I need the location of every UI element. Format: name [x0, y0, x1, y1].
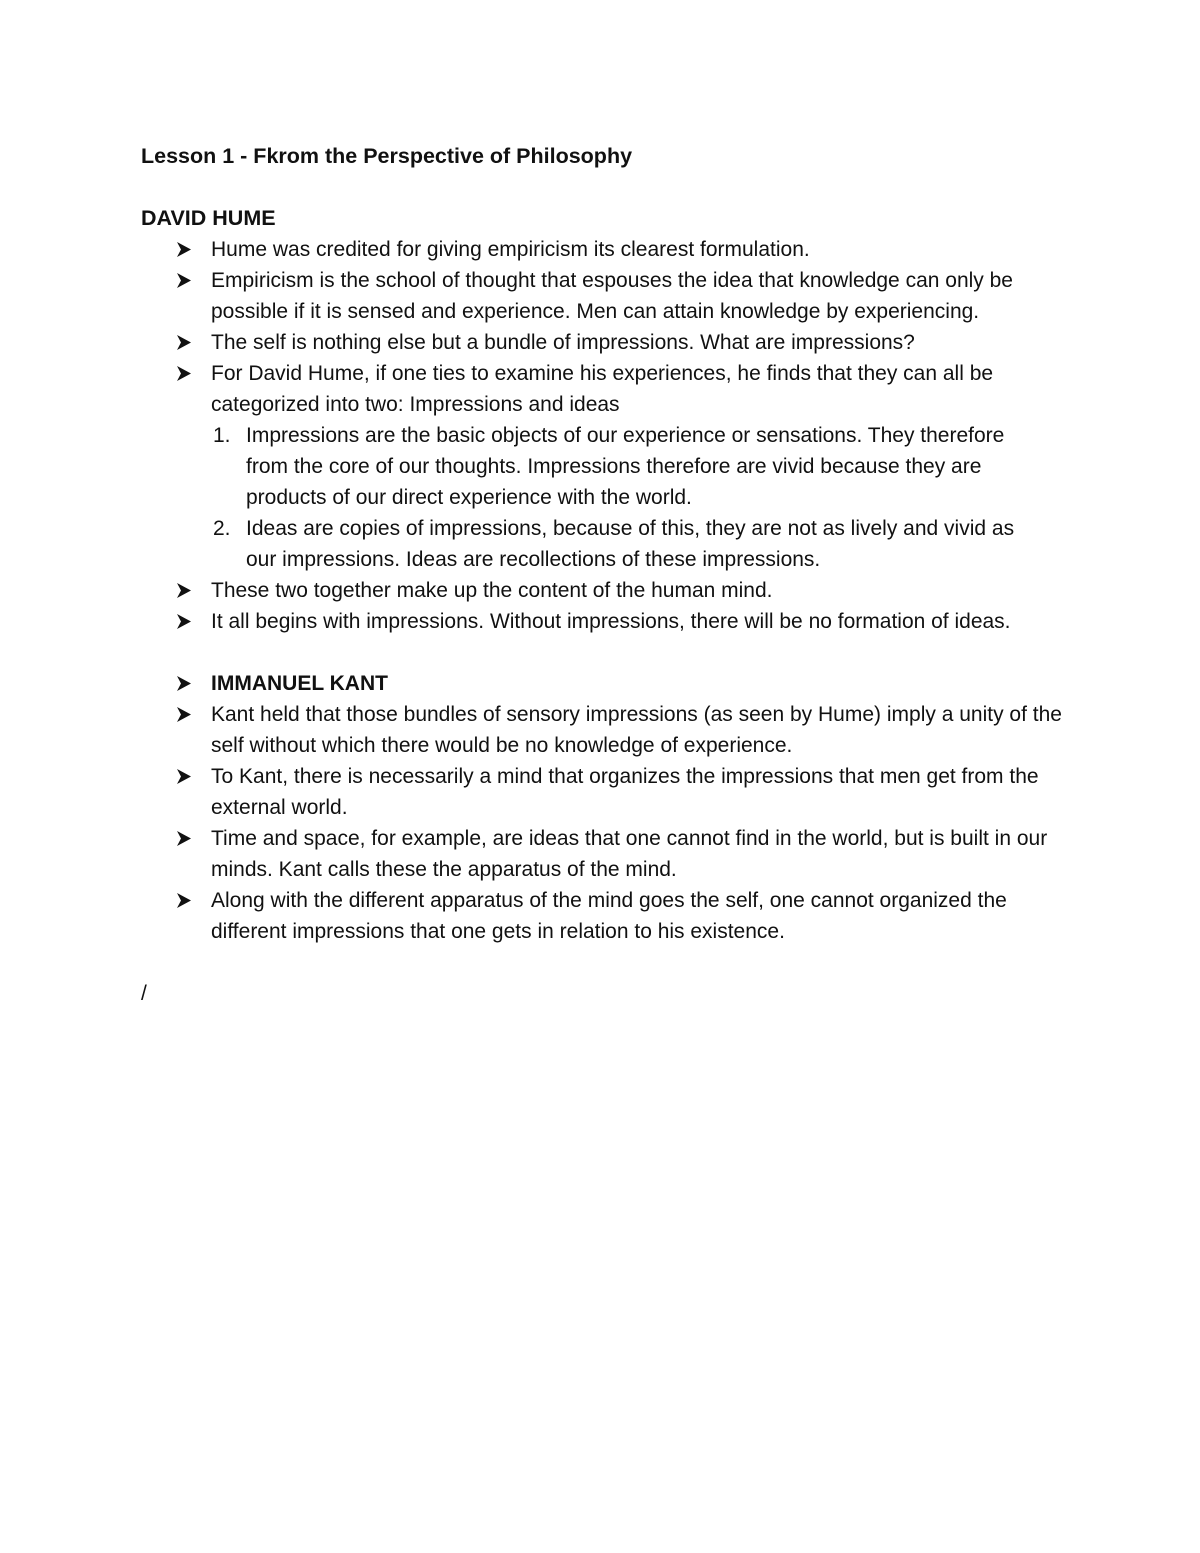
list-item-text: These two together make up the content of the human mind. [211, 579, 773, 602]
list-item [0, 265, 1071, 327]
numbered-item [0, 513, 1046, 575]
list-item-text: To Kant, there is necessarily a mind that organizes the impressions that men get from the external world. [211, 765, 1039, 819]
list-item-text: The self is nothing else but a bundle of impressions. What are impressions? [211, 331, 915, 354]
list-item-text: For David Hume, if one ties to examine his experiences, he finds that they can all be categorized into two: Impressions and ideas [211, 362, 994, 416]
arrowhead-bullet-icon [176, 327, 200, 358]
numbered-item-text: Ideas are copies of impressions, because of this, they are not as lively and vivid as our impressions. Ideas are recollections of these impressions. [246, 517, 1015, 571]
item-number: 1. [213, 424, 231, 447]
list-item [0, 358, 1071, 420]
arrowhead-bullet-icon [176, 885, 200, 916]
arrowhead-bullet-icon [176, 358, 200, 389]
trailing-slash: / [141, 982, 147, 1005]
list-item-text: Along with the different apparatus of the mind goes the self, one cannot organized the different impressions that one gets in relation to his existence. [211, 889, 1007, 943]
list-item-text: It all begins with impressions. Without impressions, there will be no formation of ideas. [211, 610, 1011, 633]
list-item [0, 885, 1071, 947]
numbered-item [0, 420, 1046, 513]
arrowhead-bullet-icon [176, 823, 200, 854]
list-item-text: Kant held that those bundles of sensory impressions (as seen by Hume) imply a unity of the self without which there would be no knowledge of experience. [211, 703, 1062, 757]
list-item-text: Time and space, for example, are ideas that one cannot find in the world, but is built in our minds. Kant calls these the apparatus of the mind. [211, 827, 1048, 881]
arrowhead-bullet-icon [176, 575, 200, 606]
list-item-text: Empiricism is the school of thought that espouses the idea that knowledge can only be possible if it is sensed and experience. Men can attain knowledge by experiencing. [211, 269, 1013, 323]
section-heading-immanuel-kant [0, 668, 1071, 699]
item-number: 2. [213, 517, 231, 540]
section-heading-david-hume: DAVID HUME [141, 206, 276, 230]
arrowhead-bullet-icon [176, 699, 200, 730]
list-item [0, 575, 1071, 606]
list-item [0, 327, 1071, 358]
arrowhead-bullet-icon [176, 234, 200, 265]
arrowhead-bullet-icon [176, 606, 200, 637]
numbered-item-text: Impressions are the basic objects of our experience or sensations. They therefore from the core of our thoughts. Impressions therefore are vivid because they are products of our direct experience with the world. [246, 424, 1005, 509]
arrowhead-bullet-icon [176, 761, 200, 792]
list-item [0, 761, 1071, 823]
list-item [0, 699, 1071, 761]
blank-line [0, 637, 1200, 668]
list-item [0, 823, 1071, 885]
list-item [0, 606, 1071, 637]
list-item-text: Hume was credited for giving empiricism its clearest formulation. [211, 238, 810, 261]
section-heading-text: IMMANUEL KANT [211, 672, 388, 695]
document-content [0, 234, 1200, 1009]
arrowhead-bullet-icon [176, 265, 200, 296]
document-title: Lesson 1 - Fkrom the Perspective of Philosophy [141, 144, 633, 168]
list-item [0, 234, 1071, 265]
blank-line [0, 947, 1200, 978]
arrowhead-bullet-icon [176, 668, 200, 699]
